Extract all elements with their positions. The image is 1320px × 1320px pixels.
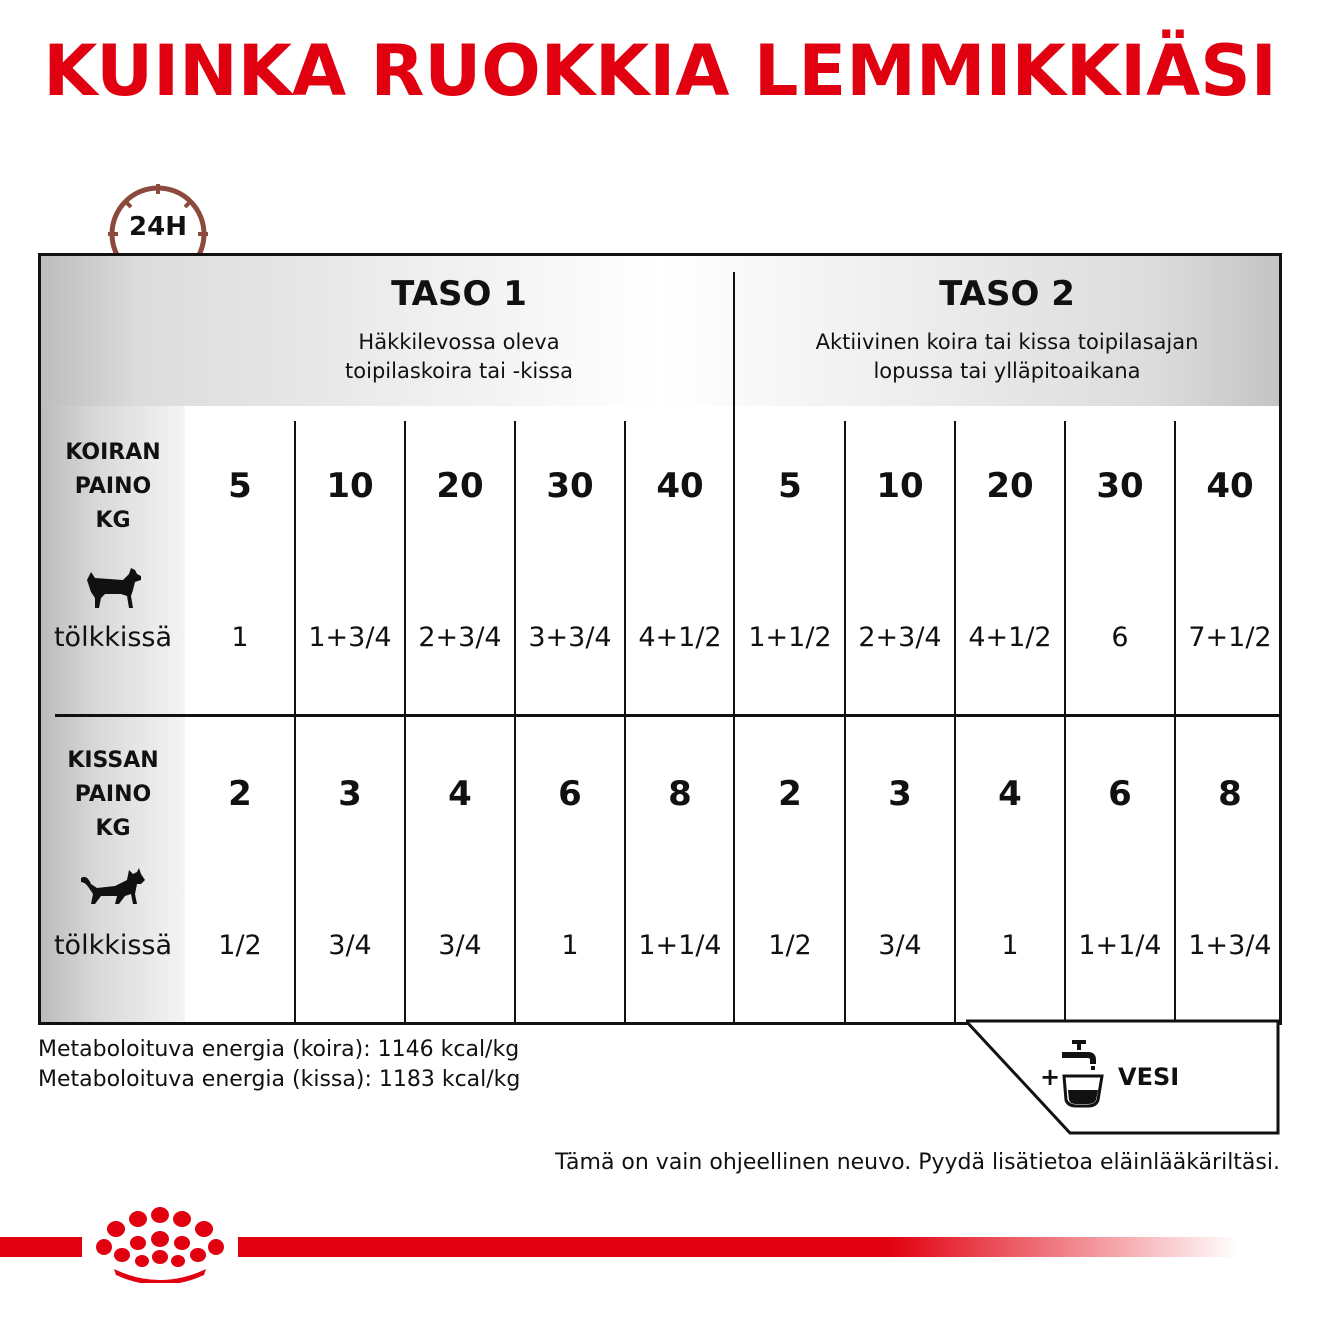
dog-amount-cell: 1: [231, 622, 249, 653]
water-tap-icon: [1058, 1040, 1106, 1110]
level-2-header: [735, 256, 1279, 406]
dog-icon: [83, 566, 145, 610]
dog-weight-cell: 10: [326, 466, 374, 506]
dog-amount-cell: 2+3/4: [418, 622, 502, 653]
cat-amount-cell: 1/2: [768, 930, 812, 961]
page-title: KUINKA RUOKKIA LEMMIKKIÄSI: [43, 30, 1277, 112]
cat-amount-cell: 3/4: [878, 930, 922, 961]
energy-cat: Metaboloituva energia (kissa): 1183 kcal/kg: [38, 1067, 521, 1092]
cat-amount-cell: 3/4: [328, 930, 372, 961]
level-2-description-line-2: lopussa tai ylläpitoaikana: [873, 359, 1141, 383]
dog-label-line-3: KG: [95, 508, 131, 533]
dog-weight-cell: 20: [436, 466, 484, 506]
cat-weight-cell: 8: [668, 774, 692, 814]
feeding-table: [38, 253, 1282, 1025]
dog-amount-cell: 1+1/2: [748, 622, 832, 653]
cat-weight-cell: 4: [448, 774, 472, 814]
level-1-description-line-1: Häkkilevossa oleva: [358, 330, 560, 354]
cat-amount-cell: 3/4: [438, 930, 482, 961]
dog-weight-cell: 10: [876, 466, 924, 506]
cat-weight-cell: 3: [888, 774, 912, 814]
level-2-title: TASO 2: [939, 274, 1075, 314]
cat-amount-cell: 1+1/4: [1078, 930, 1162, 961]
cat-weight-cell: 8: [1218, 774, 1242, 814]
dog-amount-cell: 7+1/2: [1188, 622, 1272, 653]
level-2-description: [735, 328, 1279, 386]
dog-amount-cell: 6: [1111, 622, 1129, 653]
cat-label-line-3: KG: [95, 816, 131, 841]
level-1-header: [185, 256, 733, 406]
water-label: VESI: [1118, 1063, 1180, 1091]
cat-amount-cell: 1/2: [218, 930, 262, 961]
species-divider: [55, 714, 1279, 717]
dog-amount-cell: 1+3/4: [308, 622, 392, 653]
brand-stripe-left: [0, 1237, 82, 1257]
royal-canin-crown-logo: [92, 1205, 228, 1283]
dog-weight-label: [41, 436, 185, 538]
water-plus: +: [1040, 1063, 1061, 1091]
dog-amount-cell: 4+1/2: [968, 622, 1052, 653]
dog-unit-label: tölkkissä: [53, 622, 173, 653]
dog-weight-cell: 5: [228, 466, 252, 506]
dog-label-line-2: PAINO: [74, 474, 152, 499]
level-1-description: [185, 328, 733, 386]
clock-label: 24H: [129, 212, 187, 242]
cat-amount-cell: 1+1/4: [638, 930, 722, 961]
cat-weight-cell: 4: [998, 774, 1022, 814]
level-1-description-line-2: toipilaskoira tai -kissa: [345, 359, 573, 383]
dog-amount-cell: 3+3/4: [528, 622, 612, 653]
brand-stripe-right: [238, 1237, 1238, 1257]
dog-weight-cell: 30: [546, 466, 594, 506]
cat-label-line-2: PAINO: [74, 782, 152, 807]
dog-weight-cell: 20: [986, 466, 1034, 506]
cat-amount-cell: 1: [561, 930, 579, 961]
dog-weight-cell: 30: [1096, 466, 1144, 506]
level-1-title: TASO 1: [391, 274, 527, 314]
cat-amount-cell: 1+3/4: [1188, 930, 1272, 961]
dog-amount-cell: 2+3/4: [858, 622, 942, 653]
cat-weight-cell: 3: [338, 774, 362, 814]
cat-weight-cell: 2: [778, 774, 802, 814]
energy-info: [38, 1035, 520, 1095]
cat-label-line-1: KISSAN: [67, 748, 159, 773]
cat-amount-cell: 1: [1001, 930, 1019, 961]
disclaimer: Tämä on vain ohjeellinen neuvo. Pyydä lisätietoa eläinlääkäriltäsi.: [555, 1150, 1280, 1175]
dog-amount-cell: 4+1/2: [638, 622, 722, 653]
cat-weight-cell: 6: [1108, 774, 1132, 814]
dog-weight-cell: 40: [1206, 466, 1254, 506]
level-2-description-line-1: Aktiivinen koira tai kissa toipilasajan: [815, 330, 1199, 354]
cat-weight-cell: 6: [558, 774, 582, 814]
dog-label-line-1: KOIRAN: [65, 440, 161, 465]
cat-icon: [79, 864, 147, 906]
cat-unit-label: tölkkissä: [53, 930, 173, 961]
energy-dog: Metaboloituva energia (koira): 1146 kcal/kg: [38, 1037, 520, 1062]
cat-weight-label: [41, 744, 185, 846]
cat-weight-cell: 2: [228, 774, 252, 814]
dog-weight-cell: 5: [778, 466, 802, 506]
dog-weight-cell: 40: [656, 466, 704, 506]
